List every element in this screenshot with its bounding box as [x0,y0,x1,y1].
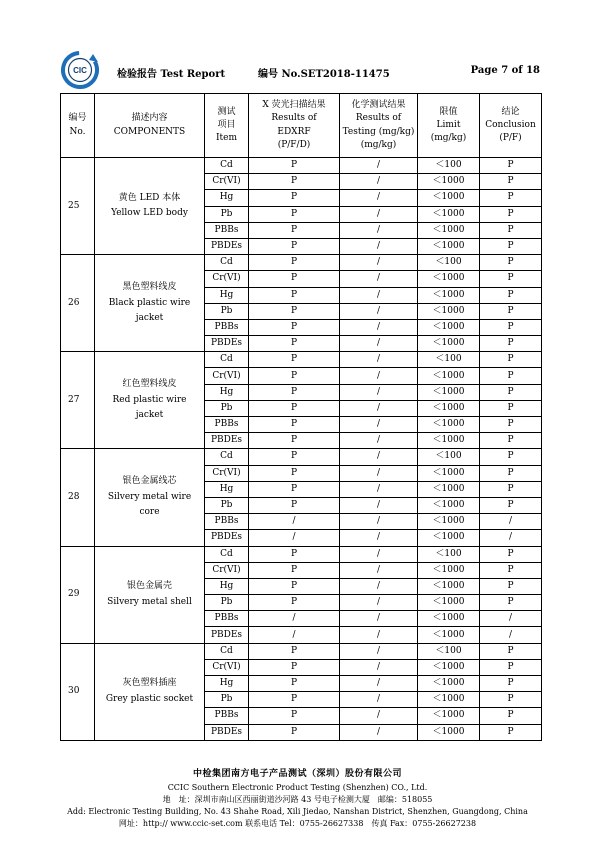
edxrf-result: P [249,287,340,303]
edxrf-result: P [249,174,340,190]
chemical-result: / [340,238,418,254]
test-item: Hg [205,190,249,206]
table-row [61,449,542,465]
column-header-line: EDXRF [277,126,311,137]
conclusion: P [480,238,542,254]
address-cn: 地 址：深圳市南山区西丽街道沙河路 43 号电子检测大厦 邮编：518055 [162,794,433,804]
limit-value: ＜1000 [418,692,480,708]
test-item: PBBs [205,319,249,335]
edxrf-result: P [249,336,340,352]
test-item: Pb [205,206,249,222]
component-line: jacket [135,409,164,420]
ccic-logo-icon [60,50,100,90]
column-header-line: Testing (mg/kg) [342,126,415,137]
test-item: Cr(VI) [205,562,249,578]
table-row [61,643,542,659]
edxrf-result: P [249,724,340,740]
conclusion: P [480,417,542,433]
limit-value: ＜1000 [418,222,480,238]
column-header-conclusion [480,94,542,158]
conclusion: P [480,595,542,611]
limit-value: ＜1000 [418,595,480,611]
conclusion: P [480,303,542,319]
logo-text: CIC [73,66,87,75]
limit-value: ＜1000 [418,384,480,400]
conclusion: P [480,400,542,416]
conclusion: / [480,611,542,627]
chemical-result: / [340,352,418,368]
limit-value: ＜1000 [418,174,480,190]
address-en: Add: Electronic Testing Building, No. 43 Shahe Road, Xili Jiedao, Nanshan District, Shenzhen, Guangdong, China [67,806,528,816]
edxrf-result: P [249,222,340,238]
chemical-result: / [340,659,418,675]
test-item: PBDEs [205,336,249,352]
column-header-line: X 荧光扫描结果 [262,100,326,111]
column-header-line: 测试 [217,106,236,117]
test-item: Cr(VI) [205,174,249,190]
chemical-result: / [340,530,418,546]
test-item: Pb [205,497,249,513]
conclusion: P [480,255,542,271]
component-line: core [139,507,160,518]
table-row [61,158,542,174]
conclusion: P [480,271,542,287]
conclusion: P [480,190,542,206]
sample-number: 29 [61,546,95,643]
conclusion: / [480,514,542,530]
test-item: PBDEs [205,530,249,546]
chemical-result: / [340,562,418,578]
chemical-result: / [340,255,418,271]
test-item: Cr(VI) [205,368,249,384]
edxrf-result: / [249,514,340,530]
limit-value: ＜1000 [418,303,480,319]
component-line: Silvery metal wire [107,491,192,502]
limit-value: ＜100 [418,449,480,465]
edxrf-result: P [249,578,340,594]
component-line: Silvery metal shell [107,596,192,607]
conclusion: P [480,158,542,174]
chemical-result: / [340,514,418,530]
conclusion: P [480,497,542,513]
report-number: 编号 No.SET2018-11475 [258,69,390,80]
limit-value: ＜1000 [418,514,480,530]
limit-value: ＜1000 [418,206,480,222]
test-item: Pb [205,692,249,708]
edxrf-result: P [249,206,340,222]
column-header-line: No. [69,126,86,137]
limit-value: ＜1000 [418,627,480,643]
test-item: Cd [205,643,249,659]
test-item: Pb [205,400,249,416]
test-item: Cr(VI) [205,271,249,287]
component-description [95,158,205,255]
edxrf-result: P [249,271,340,287]
chemical-result: / [340,643,418,659]
conclusion: P [480,174,542,190]
column-header-line: (P/F/D) [277,139,311,150]
component-line: 黑色塑料线皮 [122,282,177,293]
test-results-table [60,93,542,741]
chemical-result: / [340,336,418,352]
limit-value: ＜1000 [418,238,480,254]
edxrf-result: P [249,433,340,449]
component-line: 黄色 LED 本体 [118,192,181,203]
table-row [61,255,542,271]
table-body [61,158,542,741]
edxrf-result: P [249,384,340,400]
edxrf-result: P [249,303,340,319]
conclusion: P [480,546,542,562]
conclusion: P [480,449,542,465]
conclusion: / [480,530,542,546]
conclusion: P [480,724,542,740]
chemical-result: / [340,433,418,449]
conclusion: P [480,319,542,335]
chemical-result: / [340,595,418,611]
chemical-result: / [340,303,418,319]
edxrf-result: P [249,562,340,578]
chemical-result: / [340,174,418,190]
edxrf-result: P [249,400,340,416]
page-footer [0,768,595,830]
limit-value: ＜100 [418,352,480,368]
component-line: 银色金属线芯 [122,476,177,487]
conclusion: P [480,352,542,368]
chemical-result: / [340,287,418,303]
chemical-result: / [340,190,418,206]
chemical-result: / [340,417,418,433]
edxrf-result: / [249,611,340,627]
sample-number: 26 [61,255,95,352]
conclusion: P [480,481,542,497]
test-item: PBDEs [205,627,249,643]
component-line: 银色金属壳 [126,581,172,592]
sample-number: 25 [61,158,95,255]
test-item: Hg [205,384,249,400]
limit-value: ＜1000 [418,287,480,303]
test-item: PBDEs [205,724,249,740]
column-header-line: 结论 [501,106,520,117]
edxrf-result: P [249,595,340,611]
edxrf-result: / [249,627,340,643]
edxrf-result: P [249,238,340,254]
limit-value: ＜1000 [418,724,480,740]
column-header-line: 化学测试结果 [351,100,406,111]
limit-value: ＜100 [418,255,480,271]
test-item: Cd [205,255,249,271]
test-item: Hg [205,676,249,692]
conclusion: P [480,659,542,675]
test-item: Cd [205,158,249,174]
table-row [61,546,542,562]
test-item: PBBs [205,708,249,724]
limit-value: ＜1000 [418,708,480,724]
chemical-result: / [340,206,418,222]
test-item: Cr(VI) [205,465,249,481]
column-header-line: Item [215,133,238,144]
edxrf-result: P [249,481,340,497]
contact-info: 网址：http:// www.ccic-set.com 联系电话 Tel：0755-26627338 传真 Fax：0755-26627238 [118,818,477,828]
chemical-result: / [340,368,418,384]
column-header-no [61,94,95,158]
component-description [95,643,205,740]
column-header-line: 描述内容 [131,113,168,124]
chemical-result: / [340,481,418,497]
edxrf-result: P [249,465,340,481]
limit-value: ＜1000 [418,676,480,692]
component-line: 灰色塑料插座 [122,678,177,689]
sample-number: 30 [61,643,95,740]
conclusion: P [480,222,542,238]
conclusion: P [480,692,542,708]
column-header-line: (mg/kg) [360,139,397,150]
column-header-line: Limit [436,119,461,130]
component-line: jacket [135,312,164,323]
limit-value: ＜1000 [418,578,480,594]
chemical-result: / [340,627,418,643]
chemical-result: / [340,546,418,562]
column-header-line: Conclusion [485,119,536,130]
chemical-result: / [340,708,418,724]
test-item: PBBs [205,611,249,627]
table-row [61,352,542,368]
conclusion: P [480,676,542,692]
limit-value: ＜1000 [418,417,480,433]
component-line: 红色塑料线皮 [122,379,177,390]
column-header-line: Results of [355,113,402,124]
page-number: Page 7 of 18 [470,65,540,76]
sample-number: 27 [61,352,95,449]
limit-value: ＜1000 [418,336,480,352]
chemical-result: / [340,319,418,335]
column-header-line: (P/F) [499,133,522,144]
edxrf-result: P [249,643,340,659]
component-line: Red plastic wire [112,394,187,405]
column-header-limit [418,94,480,158]
limit-value: ＜100 [418,643,480,659]
edxrf-result: P [249,190,340,206]
limit-value: ＜1000 [418,400,480,416]
column-header-line: COMPONENTS [113,126,186,137]
limit-value: ＜1000 [418,319,480,335]
component-description [95,449,205,546]
component-description [95,546,205,643]
limit-value: ＜1000 [418,562,480,578]
edxrf-result: P [249,158,340,174]
conclusion: P [480,336,542,352]
limit-value: ＜1000 [418,611,480,627]
column-header-line: 编号 [68,113,87,124]
test-item: Pb [205,303,249,319]
test-item: PBBs [205,514,249,530]
limit-value: ＜1000 [418,368,480,384]
edxrf-result: / [249,530,340,546]
conclusion: P [480,578,542,594]
table-header [61,94,542,158]
limit-value: ＜1000 [418,497,480,513]
chemical-result: / [340,222,418,238]
limit-value: ＜100 [418,158,480,174]
edxrf-result: P [249,319,340,335]
chemical-result: / [340,497,418,513]
limit-value: ＜1000 [418,190,480,206]
company-name-cn: 中检集团南方电子产品测试（深圳）股份有限公司 [192,769,402,779]
sample-number: 28 [61,449,95,546]
test-item: PBBs [205,222,249,238]
chemical-result: / [340,158,418,174]
edxrf-result: P [249,708,340,724]
column-header-line: 项目 [217,119,236,130]
test-item: Cd [205,546,249,562]
column-header-item [205,94,249,158]
conclusion: P [480,287,542,303]
header-row [61,94,542,158]
chemical-result: / [340,465,418,481]
column-header-edxrf [249,94,340,158]
limit-value: ＜100 [418,546,480,562]
component-description [95,352,205,449]
conclusion: P [480,708,542,724]
limit-value: ＜1000 [418,659,480,675]
conclusion: P [480,368,542,384]
conclusion: P [480,562,542,578]
conclusion: P [480,433,542,449]
limit-value: ＜1000 [418,433,480,449]
test-item: Cd [205,352,249,368]
test-item: Cr(VI) [205,659,249,675]
edxrf-result: P [249,497,340,513]
conclusion: P [480,465,542,481]
test-item: Hg [205,578,249,594]
limit-value: ＜1000 [418,271,480,287]
test-item: PBDEs [205,433,249,449]
limit-value: ＜1000 [418,465,480,481]
test-item: PBBs [205,417,249,433]
limit-value: ＜1000 [418,530,480,546]
column-header-line: (mg/kg) [430,133,467,144]
chemical-result: / [340,676,418,692]
edxrf-result: P [249,449,340,465]
column-header-line: Results of [271,113,317,124]
edxrf-result: P [249,692,340,708]
test-item: Pb [205,595,249,611]
column-header-chemical [340,94,418,158]
edxrf-result: P [249,417,340,433]
conclusion: / [480,627,542,643]
edxrf-result: P [249,659,340,675]
chemical-result: / [340,384,418,400]
edxrf-result: P [249,546,340,562]
chemical-result: / [340,578,418,594]
chemical-result: / [340,611,418,627]
edxrf-result: P [249,255,340,271]
company-name-en: CCIC Southern Electronic Product Testing (Shenzhen) CO., Ltd. [167,782,428,792]
conclusion: P [480,384,542,400]
edxrf-result: P [249,676,340,692]
component-description [95,255,205,352]
conclusion: P [480,206,542,222]
page-header [60,50,540,90]
test-item: Hg [205,481,249,497]
conclusion: P [480,643,542,659]
edxrf-result: P [249,352,340,368]
edxrf-result: P [249,368,340,384]
test-item: Cd [205,449,249,465]
chemical-result: / [340,449,418,465]
component-line: Yellow LED body [111,208,188,219]
chemical-result: / [340,271,418,287]
report-title: 检验报告 Test Report [117,69,226,80]
test-item: Hg [205,287,249,303]
column-header-line: 限值 [439,106,458,117]
test-item: PBDEs [205,238,249,254]
chemical-result: / [340,724,418,740]
limit-value: ＜1000 [418,481,480,497]
column-header-components [95,94,205,158]
component-line: Black plastic wire [108,297,191,308]
chemical-result: / [340,692,418,708]
component-line: Grey plastic socket [105,693,194,704]
chemical-result: / [340,400,418,416]
